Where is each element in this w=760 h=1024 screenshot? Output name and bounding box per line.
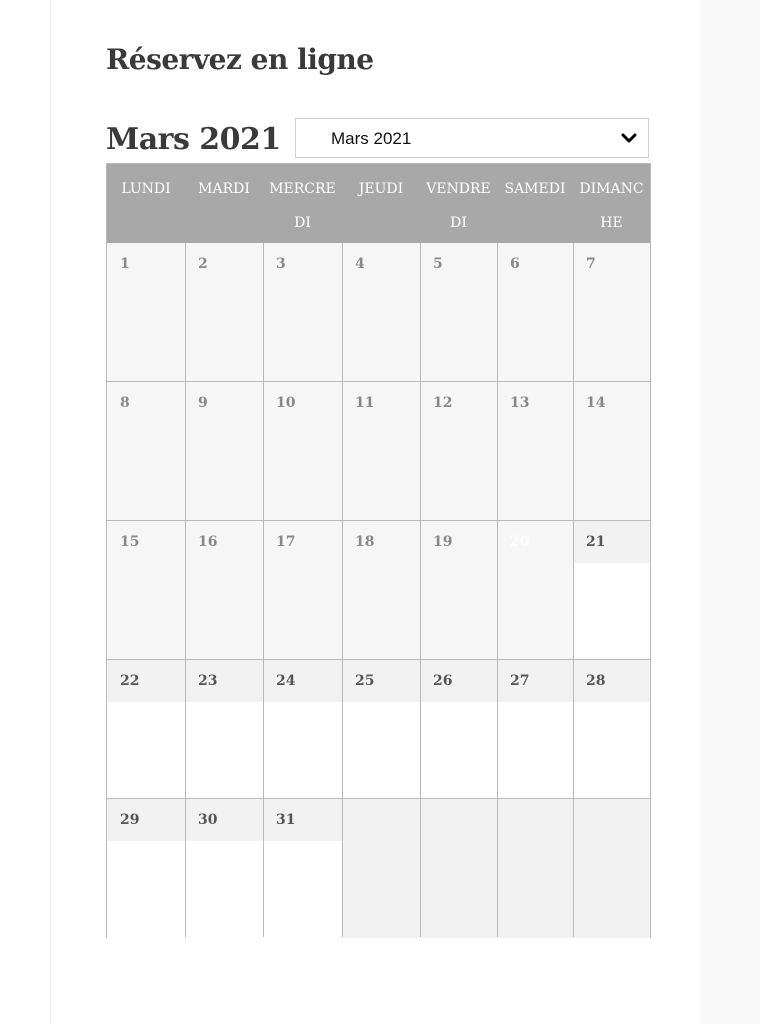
day-number: 2 bbox=[198, 256, 208, 272]
day-cell-12 bbox=[420, 382, 497, 521]
day-header-band bbox=[107, 660, 185, 702]
calendar-week bbox=[107, 521, 650, 660]
day-number: 4 bbox=[355, 256, 365, 272]
day-number: 16 bbox=[198, 534, 218, 550]
grid-vertical-line bbox=[497, 243, 498, 937]
weekday-jeudi: JEUDI bbox=[358, 181, 404, 197]
day-cell-15 bbox=[107, 521, 185, 660]
day-cell-28[interactable] bbox=[573, 660, 650, 799]
weekday-lundi: LUNDI bbox=[121, 181, 171, 197]
day-cell-31[interactable] bbox=[263, 799, 342, 938]
day-header-band bbox=[185, 660, 263, 702]
day-number: 13 bbox=[510, 395, 530, 411]
day-number: 30 bbox=[198, 812, 218, 828]
chevron-down-icon bbox=[620, 129, 638, 147]
day-header-band bbox=[497, 660, 573, 702]
calendar-week bbox=[107, 799, 650, 938]
calendar-week bbox=[107, 243, 650, 382]
day-number: 6 bbox=[510, 256, 520, 272]
day-header-band bbox=[107, 799, 185, 841]
day-number: 17 bbox=[276, 534, 296, 550]
calendar-grid bbox=[106, 163, 651, 938]
day-header-band bbox=[263, 799, 342, 841]
day-number: 7 bbox=[586, 256, 596, 272]
grid-vertical-line bbox=[342, 243, 343, 937]
day-cell-26[interactable] bbox=[420, 660, 497, 799]
day-cell-13 bbox=[497, 382, 573, 521]
month-select[interactable] bbox=[295, 118, 649, 158]
weekday-header bbox=[107, 164, 650, 243]
day-cell-20[interactable] bbox=[497, 521, 573, 660]
day-number: 9 bbox=[198, 395, 208, 411]
day-cell-30[interactable] bbox=[185, 799, 263, 938]
grid-horizontal-line bbox=[107, 659, 650, 660]
weekday-mardi: MARDI bbox=[198, 181, 250, 197]
day-header-band bbox=[573, 660, 650, 702]
day-number: 31 bbox=[276, 812, 296, 828]
day-cell-2 bbox=[185, 243, 263, 382]
day-cell-25[interactable] bbox=[342, 660, 420, 799]
day-cell-6 bbox=[497, 243, 573, 382]
empty-day-cell bbox=[497, 799, 573, 938]
day-number: 27 bbox=[510, 673, 530, 689]
grid-horizontal-line bbox=[107, 798, 650, 799]
calendar-week bbox=[107, 660, 650, 799]
day-cell-9 bbox=[185, 382, 263, 521]
day-header-band bbox=[263, 660, 342, 702]
day-number: 20 bbox=[510, 534, 530, 550]
day-number: 11 bbox=[355, 395, 375, 411]
day-cell-3 bbox=[263, 243, 342, 382]
right-margin-panel bbox=[700, 0, 760, 1024]
day-cell-27[interactable] bbox=[497, 660, 573, 799]
day-cell-1 bbox=[107, 243, 185, 382]
day-cell-4 bbox=[342, 243, 420, 382]
day-cell-21[interactable] bbox=[573, 521, 650, 660]
day-cell-14 bbox=[573, 382, 650, 521]
month-heading: Mars 2021 bbox=[106, 122, 281, 157]
grid-vertical-line bbox=[420, 243, 421, 937]
day-number: 1 bbox=[120, 256, 130, 272]
day-cell-16 bbox=[185, 521, 263, 660]
grid-vertical-line bbox=[263, 243, 264, 937]
day-number: 19 bbox=[433, 534, 453, 550]
page-title: Réservez en ligne bbox=[106, 43, 374, 76]
day-cell-29[interactable] bbox=[107, 799, 185, 938]
grid-vertical-line bbox=[185, 243, 186, 937]
day-header-band bbox=[342, 660, 420, 702]
empty-day-cell bbox=[420, 799, 497, 938]
day-number: 22 bbox=[120, 673, 140, 689]
day-number: 5 bbox=[433, 256, 443, 272]
day-cell-19 bbox=[420, 521, 497, 660]
day-number: 21 bbox=[586, 534, 606, 550]
left-divider bbox=[50, 0, 51, 1024]
day-cell-23[interactable] bbox=[185, 660, 263, 799]
day-cell-22[interactable] bbox=[107, 660, 185, 799]
day-cell-24[interactable] bbox=[263, 660, 342, 799]
grid-vertical-line bbox=[573, 243, 574, 937]
grid-horizontal-line bbox=[107, 520, 650, 521]
day-number: 18 bbox=[355, 534, 375, 550]
day-number: 23 bbox=[198, 673, 218, 689]
weekday-mercredi: MERCREDI bbox=[269, 181, 336, 231]
day-number: 26 bbox=[433, 673, 453, 689]
day-number: 24 bbox=[276, 673, 296, 689]
calendar-week bbox=[107, 382, 650, 521]
day-number: 12 bbox=[433, 395, 453, 411]
day-number: 25 bbox=[355, 673, 375, 689]
day-number: 14 bbox=[586, 395, 606, 411]
weekday-dimanche: DIMANCHE bbox=[579, 181, 644, 231]
day-number: 8 bbox=[120, 395, 130, 411]
day-header-band bbox=[420, 660, 497, 702]
month-select-value: Mars 2021 bbox=[331, 129, 412, 148]
day-number: 15 bbox=[120, 534, 140, 550]
grid-horizontal-line bbox=[107, 381, 650, 382]
day-header-band bbox=[185, 799, 263, 841]
day-cell-7 bbox=[573, 243, 650, 382]
day-cell-8 bbox=[107, 382, 185, 521]
day-number: 28 bbox=[586, 673, 606, 689]
day-cell-18 bbox=[342, 521, 420, 660]
empty-day-cell bbox=[573, 799, 650, 938]
day-header-band bbox=[573, 521, 650, 563]
day-number: 3 bbox=[276, 256, 286, 272]
day-number: 10 bbox=[276, 395, 296, 411]
day-number: 29 bbox=[120, 812, 140, 828]
weekday-vendredi: VENDREDI bbox=[426, 181, 491, 231]
day-cell-10 bbox=[263, 382, 342, 521]
day-cell-17 bbox=[263, 521, 342, 660]
empty-day-cell bbox=[342, 799, 420, 938]
day-cell-5 bbox=[420, 243, 497, 382]
weekday-samedi: SAMEDI bbox=[504, 181, 566, 197]
day-cell-11 bbox=[342, 382, 420, 521]
